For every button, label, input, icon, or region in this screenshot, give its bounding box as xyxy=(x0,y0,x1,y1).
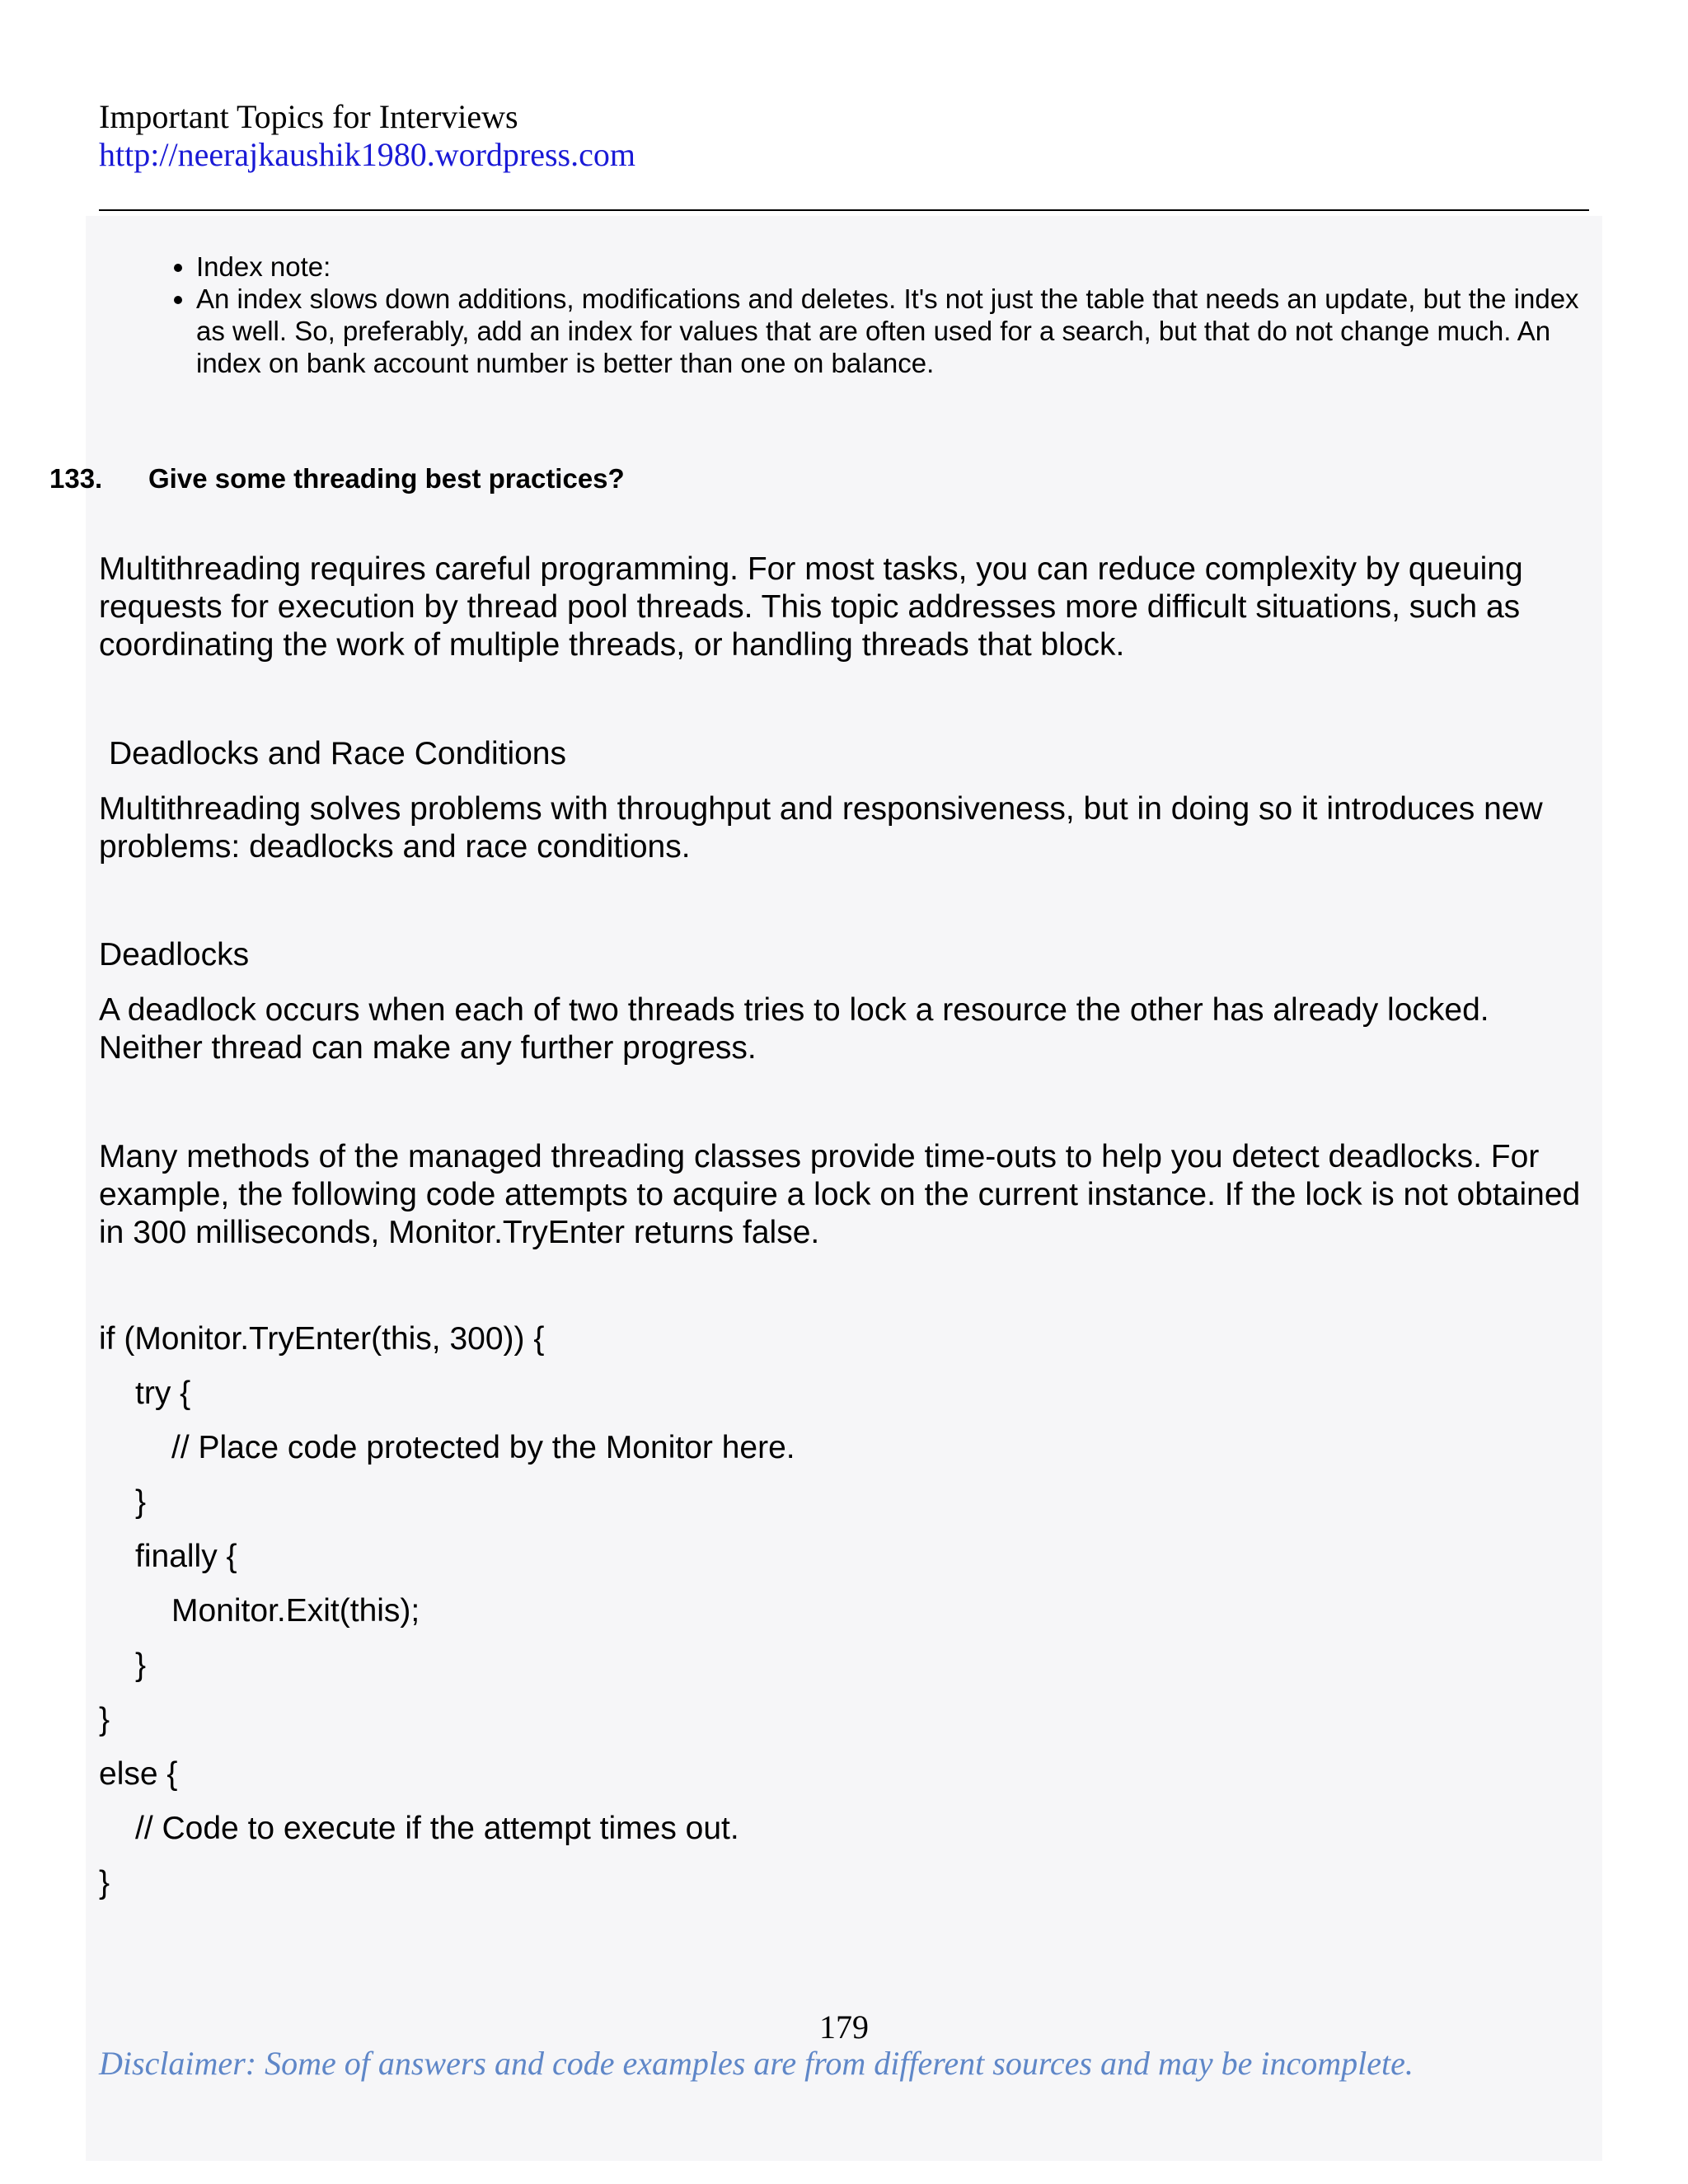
code-line: finally { xyxy=(135,1539,237,1574)
question-number: 133. xyxy=(49,463,103,494)
bullet-index-detail: • An index slows down additions, modifications and deletes. It's not just the table that needs an update, but the index as well. So, preferably, add an index for values that are often used for a search, but that do not change much. An index on bank account number is better than one on balance. xyxy=(196,283,1597,379)
code-line: } xyxy=(99,1865,110,1900)
code-line: } xyxy=(99,1702,110,1737)
bullet-index-note: • Index note: xyxy=(196,251,1597,283)
section1-paragraph: Multithreading solves problems with throughput and responsiveness, but in doing so it introduces new problems: deadlocks and race conditions. xyxy=(99,791,1543,865)
code-line: } xyxy=(135,1647,147,1683)
code-line: // Place code protected by the Monitor here. xyxy=(171,1430,795,1465)
header-rule xyxy=(99,209,1589,211)
header-link[interactable]: http://neerajkaushik1980.wordpress.com xyxy=(99,136,635,173)
section-heading-deadlocks: Deadlocks xyxy=(99,937,250,972)
code-line: else { xyxy=(99,1756,178,1792)
bullet-list xyxy=(157,251,1597,379)
code-line: // Code to execute if the attempt times out. xyxy=(135,1811,739,1846)
code-line: try { xyxy=(135,1376,191,1411)
header-title: Important Topics for Interviews xyxy=(99,98,518,135)
intro-paragraph: Multithreading requires careful programming. For most tasks, you can reduce complexity by queuing requests for execution by thread pool threads. This topic addresses more difficult situations, such as coordinating the work of multiple threads, or handling threads that block. xyxy=(99,551,1523,663)
code-line: } xyxy=(135,1484,147,1520)
page-number: 179 xyxy=(819,2008,869,2046)
disclaimer: Disclaimer: Some of answers and code examples are from different sources and may be incomplete. xyxy=(99,2045,1414,2082)
code-line: Monitor.Exit(this); xyxy=(171,1593,420,1629)
deadlock-paragraph: A deadlock occurs when each of two threads tries to lock a resource the other has already locked. Neither thread can make any further progress. xyxy=(99,992,1489,1066)
question-text: Give some threading best practices? xyxy=(148,463,625,494)
section-heading-deadlocks-race: Deadlocks and Race Conditions xyxy=(109,736,566,771)
timeout-paragraph: Many methods of the managed threading classes provide time-outs to help you detect deadlocks. For example, the following code attempts to acquire a lock on the current instance. If the lock is not obtained in 300 milliseconds, Monitor.TryEnter returns false. xyxy=(99,1139,1581,1250)
code-line: if (Monitor.TryEnter(this, 300)) { xyxy=(99,1321,545,1357)
